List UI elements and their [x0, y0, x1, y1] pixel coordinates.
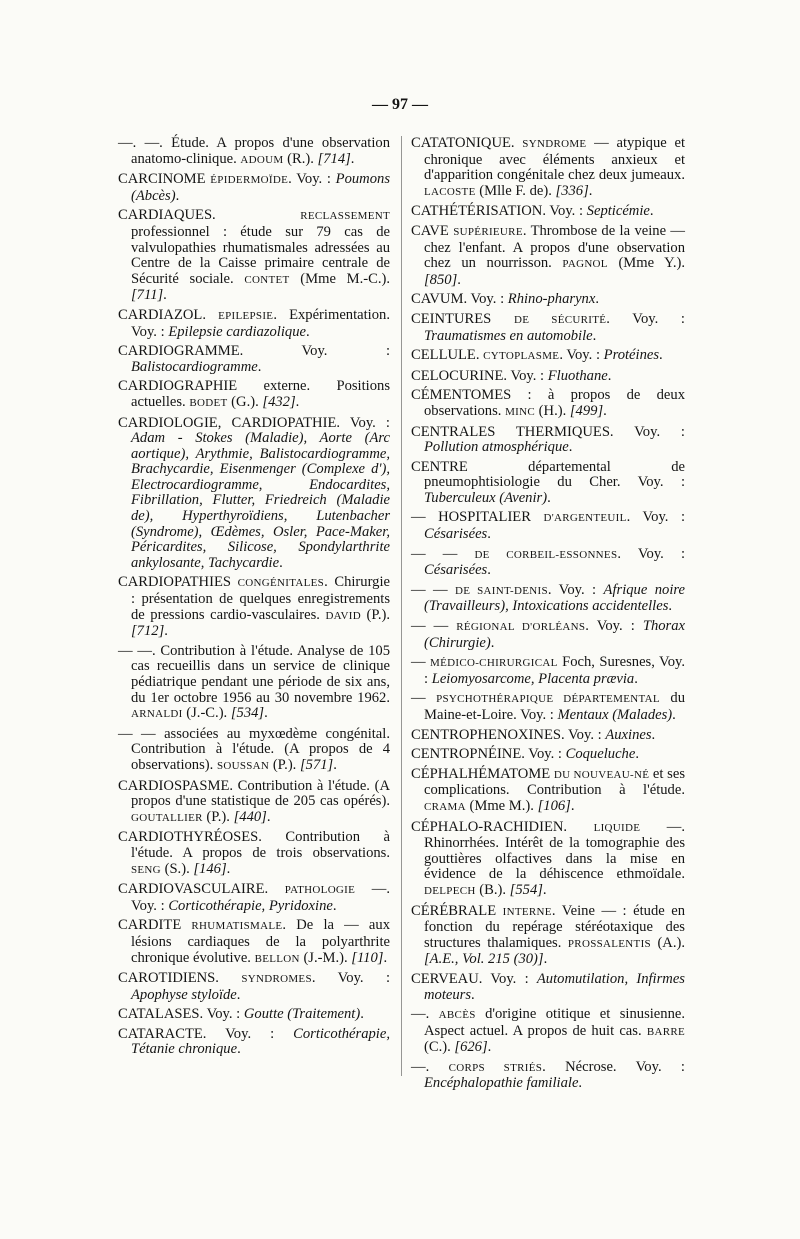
entry-text: (H.).: [535, 402, 570, 419]
entry-text: (J.-M.).: [299, 949, 352, 966]
index-entry: [411, 904, 685, 968]
entry-text: . Voy. :: [606, 310, 685, 327]
small-caps-text: DE SAINT-DENIS: [455, 584, 548, 597]
index-entry: [411, 619, 685, 651]
italic-text: [A.E., Vol. 215 (30)]: [424, 951, 544, 968]
entry-text: . Expérimentation. Voy. :: [131, 306, 390, 340]
small-caps-text: PATHOLOGIE: [284, 884, 356, 897]
entry-text: CENTROPNÉINE. Voy. :: [411, 746, 566, 763]
index-entry: [411, 388, 685, 420]
entry-text: .: [672, 707, 676, 723]
entry-text: CAROTIDIENS.: [118, 970, 242, 987]
entry-text: — atypique et chronique avec éléments anxieux et d'apparition congénitale chez deux jumeaux.: [424, 135, 686, 184]
italic-text: Protéines: [603, 347, 660, 364]
entry-text: . Veine — : étude en fonction du repérage stéréotaxique des structures thalamiques.: [424, 902, 686, 951]
italic-text: [712]: [131, 623, 165, 640]
entry-text: CARDIOTHYRÉOSES. Contribution à l'étude. A propos de trois observations.: [118, 829, 390, 861]
entry-text: . Voy. :: [559, 347, 604, 364]
index-entry: [411, 972, 685, 1003]
entry-text: CATALASES. Voy. :: [118, 1006, 244, 1023]
index-entry: [411, 767, 685, 816]
index-entry: [411, 369, 685, 385]
entry-text: .: [568, 439, 573, 456]
small-caps-text: SYNDROMES: [241, 973, 312, 986]
entry-text: . Voy. :: [547, 581, 604, 598]
index-entry: [118, 918, 390, 967]
entry-text: . Voy. :: [617, 545, 686, 562]
index-entry: [411, 510, 685, 542]
italic-text: Pollution atmosphérique: [424, 439, 569, 456]
small-caps-text: SENG: [131, 863, 161, 876]
small-caps-text: DE CORBEIL-ESSONNES: [474, 548, 618, 561]
small-caps-text: DE SÉCURITÉ: [513, 313, 607, 326]
italic-text: Leiomyosarcome, Placenta prævia: [431, 670, 635, 687]
index-entry: [411, 747, 685, 763]
entry-text: .: [570, 797, 575, 814]
small-caps-text: CONGÉNITALES: [237, 577, 325, 590]
entry-text: . Nécrose. Voy. :: [542, 1058, 685, 1075]
index-entry: [118, 575, 390, 639]
entry-text: .: [164, 623, 168, 640]
entry-text: CARDIOSPASME. Contribution à l'étude. (A propos d'une statistique de 205 cas opérés).: [118, 777, 390, 810]
entry-text: CATATONIQUE.: [411, 135, 523, 151]
entry-text: du Maine-et-Loire. Voy. :: [424, 690, 686, 723]
index-entry: [118, 379, 390, 411]
small-caps-text: PAGNOL: [562, 258, 608, 271]
entry-text: .: [603, 402, 607, 419]
index-entry: [411, 691, 685, 723]
italic-text: Coqueluche: [565, 746, 636, 763]
entry-text: CARDIOGRAMME. Voy. :: [118, 343, 390, 360]
small-caps-text: CRAMA: [424, 800, 466, 813]
small-caps-text: MINC: [505, 405, 536, 418]
index-entry: [411, 583, 685, 615]
entry-text: . De la — aux lésions cardiaques de la polyarthrite chronique évolutive.: [131, 917, 390, 966]
entry-text: .: [487, 562, 491, 579]
entry-text: —. Rhinorrhées. Intérêt de la tomographie des gouttières olfactives dans la mise en évidence de la déhiscence ethmoïdale.: [424, 818, 685, 883]
entry-text: .: [175, 187, 180, 204]
small-caps-text: CORPS STRIÉS: [448, 1061, 543, 1074]
index-entry: [411, 224, 685, 288]
entry-text: .: [668, 598, 673, 615]
entry-text: . Chirurgie : présentation de quelques enregistrements de pressions cardio-vasculaires.: [131, 574, 391, 623]
entry-text: CELOCURINE. Voy. :: [411, 367, 548, 384]
entry-text: CAVUM. Voy. :: [411, 291, 508, 308]
italic-text: Adam - Stokes (Maladie), Aorte (Arc aortique), Arythmie, Balistocardiogramme, Brachycardie, Eisenmenger (Complexe d'), Electrocardiogramme, Endocardites, Fibrillation, Flutter, Friedreich (Maladie de), Hyperthyroïdiens, Lutenbacher (Syndrome), Œdèmes, Osler, Pace-Maker, Péricardites, Silicose, Spondylarthrite ankylosante, Tachycardie: [131, 430, 390, 571]
entry-text: — —: [411, 581, 456, 598]
entry-text: CARDITE: [118, 917, 192, 934]
index-entry: [118, 416, 390, 572]
entry-text: .: [350, 150, 355, 167]
small-caps-text: SOUSSAN: [216, 759, 270, 772]
entry-text: CÉPHALO-RACHIDIEN.: [411, 818, 594, 835]
small-caps-text: LACOSTE: [424, 185, 476, 198]
entry-text: .: [266, 808, 271, 825]
small-caps-text: SUPÉRIEURE: [453, 225, 523, 238]
entry-text: .: [651, 726, 656, 743]
small-caps-text: CYTOPLASME: [483, 350, 560, 363]
small-caps-text: RHUMATISMALE: [191, 920, 283, 933]
index-entry: [118, 172, 390, 204]
italic-text: Tuberculeux (Avenir): [424, 489, 548, 506]
entry-text: CARDIAZOL.: [118, 306, 219, 323]
entry-text: CARDIOVASCULAIRE.: [118, 881, 285, 898]
entry-text: .: [659, 347, 663, 364]
small-caps-text: LIQUIDE: [593, 821, 641, 834]
entry-text: .: [592, 327, 597, 344]
index-entry: [118, 1007, 390, 1023]
small-caps-text: MÉDICO-CHIRURGICAL: [430, 657, 558, 670]
entry-text: .: [607, 367, 612, 384]
entry-text: — HOSPITALIER: [411, 509, 544, 526]
page-number: — 97 —: [372, 96, 428, 113]
entry-text: .: [163, 287, 167, 304]
italic-text: Encéphalopathie familiale: [424, 1075, 579, 1092]
small-caps-text: RÉGIONAL D'ORLÉANS: [456, 621, 586, 634]
entry-text: CENTROPHENOXINES. Voy. :: [411, 726, 606, 743]
entry-text: .: [264, 705, 268, 722]
italic-text: Césarisées: [424, 562, 488, 579]
entry-text: CATHÉTÉRISATION. Voy. :: [411, 203, 587, 220]
entry-text: (P.).: [202, 808, 234, 825]
entry-text: CERVEAU. Voy. :: [411, 970, 537, 987]
entry-text: .: [457, 271, 461, 288]
italic-text: [440]: [233, 808, 267, 825]
italic-text: Epilepsie cardiazolique: [168, 323, 306, 340]
entry-text: (Mme M.-C.).: [289, 270, 390, 287]
entry-text: (Mme Y.).: [607, 255, 685, 272]
entry-text: .: [226, 860, 231, 877]
index-entry: [411, 312, 685, 344]
entry-text: — —: [411, 618, 457, 635]
entry-text: (B.).: [475, 881, 510, 898]
entry-text: CENTRALES THERMIQUES. Voy. :: [411, 423, 685, 440]
entry-text: d'origine otitique et sinusienne. Aspect actuel. A propos de huit cas.: [424, 1006, 685, 1039]
entry-text: (A.).: [650, 934, 685, 951]
left-column: [118, 136, 390, 1062]
italic-text: [336]: [555, 182, 589, 199]
entry-text: .: [487, 1039, 492, 1056]
index-entry: [118, 1027, 390, 1058]
italic-text: [110]: [351, 949, 384, 966]
entry-text: —.: [411, 1058, 449, 1075]
italic-text: [850]: [424, 271, 458, 288]
entry-text: .: [578, 1075, 583, 1092]
right-column: [411, 136, 685, 1096]
entry-text: CARDIOLOGIE, CARDIOPATHIE. Voy. :: [118, 414, 390, 431]
entry-text: .: [279, 554, 283, 571]
small-caps-text: GOUTALLIER: [131, 811, 203, 824]
index-entry: [411, 655, 685, 687]
small-caps-text: PSYCHOTHÉRAPIQUE DÉPARTEMENTAL: [436, 693, 660, 706]
index-entry: [118, 779, 390, 827]
entry-text: (J.-C.).: [182, 705, 231, 722]
small-caps-text: BODET: [189, 396, 228, 409]
index-entry: [118, 344, 390, 375]
italic-text: Corticothérapie, Tétanie chronique: [131, 1025, 390, 1058]
entry-text: . Voy. :: [585, 618, 643, 635]
entry-text: — — associées au myxœdème congénital. Contribution à l'étude. (A propos de 4 observations).: [118, 725, 390, 773]
entry-text: (P.).: [269, 756, 300, 773]
entry-text: CARDIOGRAPHIE externe. Positions actuelles.: [118, 378, 390, 410]
entry-text: .: [305, 323, 310, 340]
entry-text: — —. Contribution à l'étude. Analyse de 105 cas recueillis dans un service de clinique pédiatrique pendant une période de six ans, du 1er octobre 1956 au 30 novembre 1962.: [118, 642, 390, 706]
entry-text: .: [383, 949, 388, 966]
index-entry: [118, 208, 390, 304]
entry-text: .: [595, 291, 599, 308]
entry-text: —. Voy. :: [131, 881, 390, 914]
italic-text: Mentaux (Malades): [557, 707, 673, 723]
entry-text: CELLULE.: [411, 347, 484, 364]
italic-text: Auxines: [605, 726, 652, 743]
entry-text: .: [237, 1041, 241, 1058]
entry-text: . Thrombose de la veine — chez l'enfant. A propos d'une observation chez un nourrisson.: [424, 222, 685, 272]
entry-text: —: [411, 654, 431, 671]
column-divider: [401, 136, 402, 1076]
entry-text: (Mme M.).: [465, 797, 538, 814]
entry-text: .: [635, 746, 639, 763]
small-caps-text: RECLASSEMENT: [300, 210, 390, 223]
entry-text: .: [236, 986, 241, 1003]
small-caps-text: BARRE: [646, 1025, 685, 1038]
italic-text: [714]: [317, 150, 351, 167]
entry-text: (S.).: [160, 860, 194, 877]
index-entry: [118, 136, 390, 168]
small-caps-text: ÉPIDERMOÏDE: [210, 174, 289, 187]
index-entry: [411, 1060, 685, 1092]
entry-text: —.: [411, 1006, 439, 1023]
index-entry: [411, 292, 685, 308]
entry-text: .: [471, 986, 475, 1003]
entry-text: CÉPHALHÉMATOME: [411, 765, 554, 782]
index-entry: [411, 136, 685, 200]
small-caps-text: ABCÈS: [438, 1009, 476, 1022]
entry-text: .: [487, 526, 491, 543]
entry-text: —: [411, 690, 437, 707]
entry-text: .: [542, 881, 547, 898]
italic-text: [626]: [454, 1039, 488, 1056]
small-caps-text: ARNALDI: [131, 708, 183, 721]
entry-text: .: [360, 1006, 364, 1023]
italic-text: Thorax (Chirurgie): [424, 618, 685, 651]
index-entry: [411, 547, 685, 579]
index-entry: [118, 882, 390, 914]
entry-text: .: [333, 756, 337, 773]
entry-text: .: [649, 203, 654, 220]
italic-text: Rhino-pharynx: [507, 291, 596, 308]
index-entry: [118, 971, 390, 1003]
index-entry: [411, 1007, 685, 1056]
entry-text: et ses complications. Contribution à l'étude.: [424, 765, 686, 799]
small-caps-text: D'ARGENTEUIL: [543, 512, 627, 525]
entry-text: Foch, Suresnes, Voy. :: [424, 654, 685, 687]
italic-text: [146]: [193, 860, 227, 877]
small-caps-text: SYNDROME: [522, 138, 587, 150]
small-caps-text: PROSSALENTIS: [567, 937, 651, 950]
entry-text: . Voy. :: [311, 970, 390, 987]
entry-text: CEINTURES: [411, 310, 514, 327]
entry-text: — —: [411, 545, 475, 562]
index-entry: [411, 820, 685, 900]
italic-text: [499]: [569, 402, 604, 419]
italic-text: Septicémie: [586, 203, 650, 220]
entry-text: CAVE: [411, 222, 454, 239]
index-entry: [411, 348, 685, 365]
small-caps-text: DELPECH: [424, 884, 476, 897]
italic-text: Poumons (Abcès): [131, 171, 390, 204]
entry-text: .: [332, 897, 337, 914]
index-entry: [411, 425, 685, 456]
small-caps-text: DAVID: [325, 609, 361, 622]
entry-text: —. —. Étude. A propos d'une observation anatomo-clinique.: [118, 135, 390, 167]
italic-text: Balistocardiogramme: [131, 358, 258, 375]
small-caps-text: CONTET: [244, 273, 290, 286]
entry-text: CARCINOME: [118, 171, 211, 188]
small-caps-text: ADOUM: [240, 153, 284, 166]
italic-text: Traumatismes en automobile: [424, 327, 593, 344]
index-entry: [411, 460, 685, 507]
small-caps-text: BELLON: [254, 952, 300, 965]
italic-text: [554]: [509, 881, 543, 898]
index-entry: [411, 728, 685, 744]
small-caps-text: EPILEPSIE: [218, 309, 274, 322]
entry-text: . Voy. :: [288, 171, 336, 188]
entry-text: CÉMENTOMES : à propos de deux observations.: [411, 387, 685, 419]
entry-text: CENTRE départemental de pneumophtisiologie du Cher. Voy. :: [411, 458, 685, 491]
italic-text: [534]: [230, 705, 265, 722]
entry-text: (R.).: [283, 150, 318, 167]
entry-text: .: [588, 182, 593, 199]
entry-text: .: [634, 670, 638, 687]
entry-text: CÉRÉBRALE: [411, 902, 503, 919]
italic-text: [432]: [262, 393, 296, 410]
index-entry: [411, 204, 685, 220]
italic-text: Goutte (Traitement): [243, 1006, 361, 1023]
entry-text: (P.).: [360, 606, 390, 623]
entry-text: CATARACTE. Voy. :: [118, 1025, 294, 1042]
entry-text: CARDIOPATHIES: [118, 574, 238, 591]
entry-text: . Voy. :: [626, 509, 685, 526]
entry-text: .: [543, 951, 548, 968]
italic-text: Corticothérapie, Pyridoxine: [168, 897, 333, 914]
index-entry: [118, 644, 390, 723]
italic-text: Apophyse styloïde: [131, 986, 237, 1003]
index-entry: [118, 830, 390, 878]
entry-text: .: [547, 489, 551, 506]
italic-text: [106]: [537, 797, 571, 814]
italic-text: Automutilation, Infirmes moteurs: [424, 970, 685, 1003]
italic-text: Afrique noire (Travailleurs), Intoxications accidentelles: [424, 581, 686, 615]
entry-text: .: [257, 358, 262, 375]
italic-text: Fluothane: [547, 367, 608, 384]
italic-text: [711]: [131, 287, 164, 304]
entry-text: .: [295, 393, 300, 410]
entry-text: (Mlle F. de).: [475, 182, 556, 199]
small-caps-text: INTERNE: [502, 905, 552, 918]
entry-text: (C.).: [424, 1039, 455, 1056]
index-entry: [118, 727, 390, 775]
italic-text: [571]: [299, 756, 334, 773]
entry-text: (G.).: [227, 393, 263, 410]
entry-text: professionnel : étude sur 79 cas de valvulopathies rhumatismales adressées au Centre de la Caisse primaire centrale de Sécurité sociale.: [131, 223, 390, 287]
italic-text: Césarisées: [424, 526, 488, 543]
small-caps-text: DU NOUVEAU-NÉ: [553, 768, 650, 781]
entry-text: .: [490, 634, 495, 651]
index-entry: [118, 308, 390, 340]
entry-text: CARDIAQUES.: [118, 207, 301, 224]
